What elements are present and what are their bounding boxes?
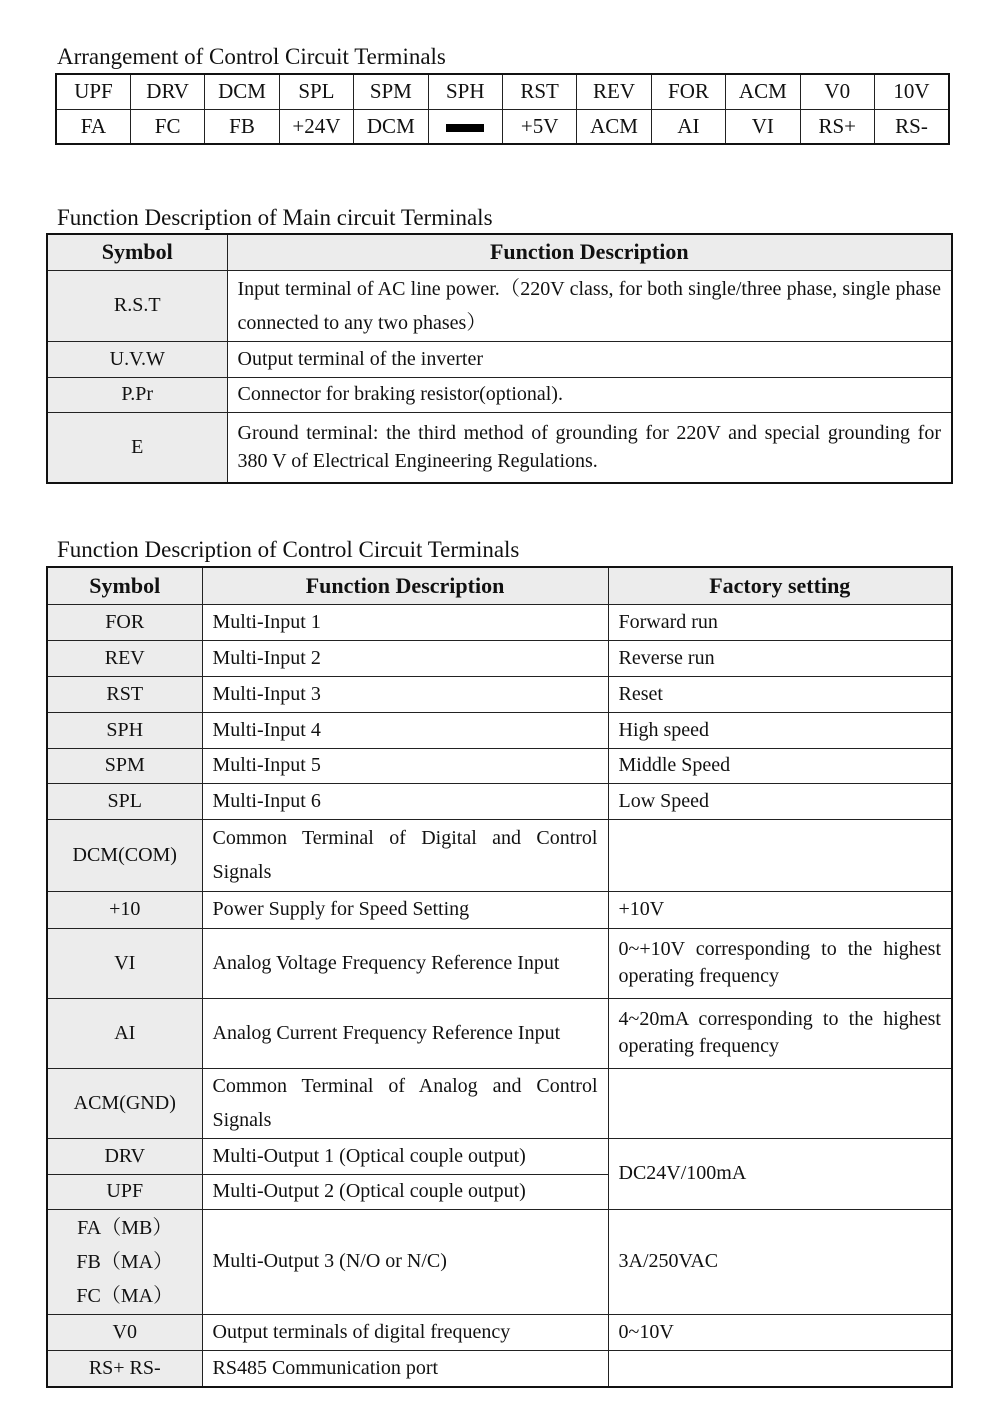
symbol-cell	[47, 1209, 202, 1314]
symbol-cell: V0	[47, 1314, 202, 1350]
symbol-cell: FOR	[47, 604, 202, 640]
desc-cell: Power Supply for Speed Setting	[202, 891, 608, 928]
blank-terminal-bar	[446, 124, 484, 132]
table-row	[47, 748, 952, 783]
header-symbol: Symbol	[47, 234, 227, 270]
header-function: Function Description	[202, 567, 608, 604]
desc-cell: Output terminal of the inverter	[227, 341, 952, 377]
desc-cell: Multi-Output 1 (Optical couple output)	[202, 1138, 608, 1174]
symbol-cell: SPM	[47, 748, 202, 783]
symbol-cell: UPF	[47, 1174, 202, 1209]
terminal-cell: FA	[56, 109, 130, 144]
table-row	[47, 412, 952, 483]
terminal-cell: VI	[726, 109, 800, 144]
factory-setting-cell	[608, 1350, 952, 1387]
symbol-cell: R.S.T	[47, 270, 227, 341]
table-row	[47, 640, 952, 676]
terminal-cell: RS+	[800, 109, 874, 144]
desc-cell: Multi-Input 6	[202, 783, 608, 819]
table-row	[47, 891, 952, 928]
terminal-cell: V0	[800, 74, 874, 109]
header-symbol: Symbol	[47, 567, 202, 604]
table-row	[47, 1314, 952, 1350]
desc-cell: Input terminal of AC line power.（220V class, for both single/three phase, single phase connected to any two phases）	[227, 270, 952, 341]
table-row	[47, 1209, 952, 1314]
factory-setting-cell: 0~+10V corresponding to the highest operating frequency	[608, 928, 952, 998]
terminal-cell: UPF	[56, 74, 130, 109]
symbol-cell: DRV	[47, 1138, 202, 1174]
terminal-cell: SPH	[428, 74, 502, 109]
symbol-line: FC（MA）	[76, 1284, 174, 1307]
table-row	[47, 1138, 952, 1174]
table-row	[47, 676, 952, 712]
desc-cell: Analog Current Frequency Reference Input	[202, 998, 608, 1068]
table-row	[47, 377, 952, 412]
symbol-cell: +10	[47, 891, 202, 928]
symbol-cell: RS+ RS-	[47, 1350, 202, 1387]
symbol-cell: SPH	[47, 712, 202, 748]
factory-setting-cell: Reverse run	[608, 640, 952, 676]
desc-cell: Multi-Input 1	[202, 604, 608, 640]
control-title: Function Description of Control Circuit Terminals	[57, 537, 520, 562]
table-row	[47, 1350, 952, 1387]
main-title: Function Description of Main circuit Terminals	[57, 205, 493, 230]
table-row	[47, 819, 952, 891]
symbol-cell: U.V.W	[47, 341, 227, 377]
symbol-cell: SPL	[47, 783, 202, 819]
desc-cell: Multi-Input 2	[202, 640, 608, 676]
symbol-cell: ACM(GND)	[47, 1068, 202, 1138]
terminal-cell: ACM	[577, 109, 651, 144]
terminal-cell: FC	[130, 109, 204, 144]
table-row	[47, 341, 952, 377]
terminal-cell: DCM	[205, 74, 279, 109]
terminal-cell: RST	[502, 74, 576, 109]
arrangement-row-2	[56, 109, 949, 144]
desc-cell: Analog Voltage Frequency Reference Input	[202, 928, 608, 998]
symbol-cell: DCM(COM)	[47, 819, 202, 891]
main-terminals-table	[46, 233, 953, 484]
symbol-cell: REV	[47, 640, 202, 676]
desc-cell: Connector for braking resistor(optional).	[227, 377, 952, 412]
terminal-cell: +5V	[502, 109, 576, 144]
symbol-cell: E	[47, 412, 227, 483]
table-row	[47, 783, 952, 819]
desc-cell: Output terminals of digital frequency	[202, 1314, 608, 1350]
factory-setting-cell: DC24V/100mA	[608, 1138, 952, 1209]
symbol-line: FB（MA）	[76, 1250, 174, 1273]
factory-setting-cell: Reset	[608, 676, 952, 712]
header-factory-setting: Factory setting	[608, 567, 952, 604]
table-row	[47, 1068, 952, 1138]
terminal-cell: FB	[205, 109, 279, 144]
terminal-cell: 10V	[874, 74, 949, 109]
table-row	[47, 712, 952, 748]
terminal-cell	[428, 109, 502, 144]
terminal-cell: ACM	[726, 74, 800, 109]
desc-cell: Ground terminal: the third method of grounding for 220V and special grounding for 380 V of Electrical Engineering Regulations.	[227, 412, 952, 483]
terminal-cell: RS-	[874, 109, 949, 144]
arrangement-row-1	[56, 74, 949, 109]
desc-cell: RS485 Communication port	[202, 1350, 608, 1387]
desc-cell: Common Terminal of Digital and Control Signals	[202, 819, 608, 891]
header-row	[47, 567, 952, 604]
factory-setting-cell: Low Speed	[608, 783, 952, 819]
symbol-line: FA（MB）	[77, 1216, 173, 1239]
symbol-cell: AI	[47, 998, 202, 1068]
factory-setting-cell: +10V	[608, 891, 952, 928]
desc-cell: Multi-Input 5	[202, 748, 608, 783]
factory-setting-cell: Forward run	[608, 604, 952, 640]
symbol-cell: RST	[47, 676, 202, 712]
factory-setting-cell: Middle Speed	[608, 748, 952, 783]
desc-cell: Multi-Output 3 (N/O or N/C)	[202, 1209, 608, 1314]
terminal-cell: REV	[577, 74, 651, 109]
table-row	[47, 604, 952, 640]
desc-cell: Multi-Output 2 (Optical couple output)	[202, 1174, 608, 1209]
factory-setting-cell: 3A/250VAC	[608, 1209, 952, 1314]
factory-setting-cell: 0~10V	[608, 1314, 952, 1350]
header-function: Function Description	[227, 234, 952, 270]
desc-cell: Common Terminal of Analog and Control Signals	[202, 1068, 608, 1138]
symbol-cell: P.Pr	[47, 377, 227, 412]
terminal-cell: DCM	[354, 109, 428, 144]
terminal-cell: AI	[651, 109, 725, 144]
factory-setting-cell	[608, 1068, 952, 1138]
terminal-cell: DRV	[130, 74, 204, 109]
header-row	[47, 234, 952, 270]
desc-cell: Multi-Input 3	[202, 676, 608, 712]
desc-cell: Multi-Input 4	[202, 712, 608, 748]
terminal-cell: +24V	[279, 109, 353, 144]
table-row	[47, 928, 952, 998]
table-row	[47, 270, 952, 341]
table-row	[47, 998, 952, 1068]
symbol-cell: VI	[47, 928, 202, 998]
factory-setting-cell: 4~20mA corresponding to the highest operating frequency	[608, 998, 952, 1068]
terminal-cell: FOR	[651, 74, 725, 109]
arrangement-title: Arrangement of Control Circuit Terminals	[57, 44, 446, 69]
terminal-cell: SPL	[279, 74, 353, 109]
factory-setting-cell: High speed	[608, 712, 952, 748]
terminal-cell: SPM	[354, 74, 428, 109]
arrangement-table	[55, 73, 950, 145]
factory-setting-cell	[608, 819, 952, 891]
control-terminals-table	[46, 566, 953, 1388]
